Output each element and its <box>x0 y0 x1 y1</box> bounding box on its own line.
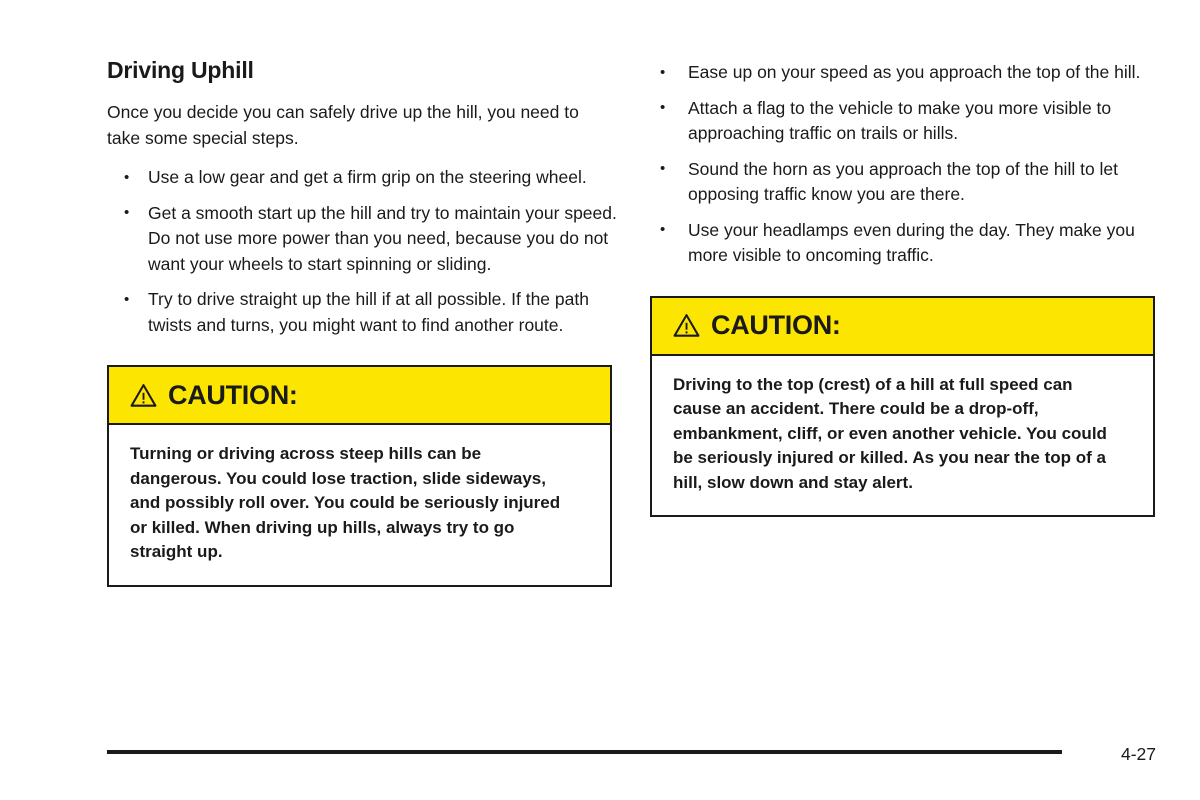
caution-label: CAUTION: <box>168 379 298 410</box>
page-title: Driving Uphill <box>107 57 254 83</box>
intro-paragraph: Once you decide you can safely drive up the hill, you need to take some special steps. <box>107 102 579 148</box>
caution-text: Turning or driving across steep hills can be dangerous. You could lose traction, slide sideways, and possibly roll over. You could be seriously injured or killed. When driving up hills, always try to go straight up. <box>130 444 561 562</box>
list-item: • Sound the horn as you approach the top of the hill to let opposing traffic know you are there. <box>650 157 1155 208</box>
caution-text: Driving to the top (crest) of a hill at full speed can cause an accident. There could be a drop-off, embankment, cliff, or even another vehicle. You could be seriously injured or killed. As you near the top of a hill, slow down and stay alert. <box>673 374 1107 492</box>
caution-box-left <box>107 365 612 587</box>
list-item: • Attach a flag to the vehicle to make you more visible to approaching traffic on trails or hills. <box>650 96 1131 147</box>
warning-triangle-icon <box>673 313 700 338</box>
list-item: • Try to drive straight up the hill if at all possible. If the path twists and turns, you might want to find another route. <box>107 287 618 338</box>
list-item: • Use your headlamps even during the day. They make you more visible to oncoming traffic. <box>650 218 1143 269</box>
left-bullet-list <box>107 165 617 338</box>
list-item: • Use a low gear and get a firm grip on the steering wheel. <box>107 165 612 191</box>
caution-header <box>109 367 610 425</box>
right-bullet-list <box>650 60 1155 269</box>
right-column <box>650 0 1155 517</box>
page-number: 4-27 <box>1120 744 1156 764</box>
caution-body <box>109 425 610 585</box>
footer-divider <box>107 750 1062 754</box>
caution-box-right <box>650 296 1155 518</box>
caution-header <box>652 298 1153 356</box>
caution-body <box>652 356 1153 516</box>
list-item: • Ease up on your speed as you approach the top of the hill. <box>650 60 1155 86</box>
left-column <box>107 0 617 587</box>
list-item: • Get a smooth start up the hill and try to maintain your speed. Do not use more power than you need, because you do not want your wheels to start spinning or sliding. <box>107 201 620 278</box>
caution-label: CAUTION: <box>711 310 841 340</box>
warning-triangle-icon <box>130 383 157 408</box>
